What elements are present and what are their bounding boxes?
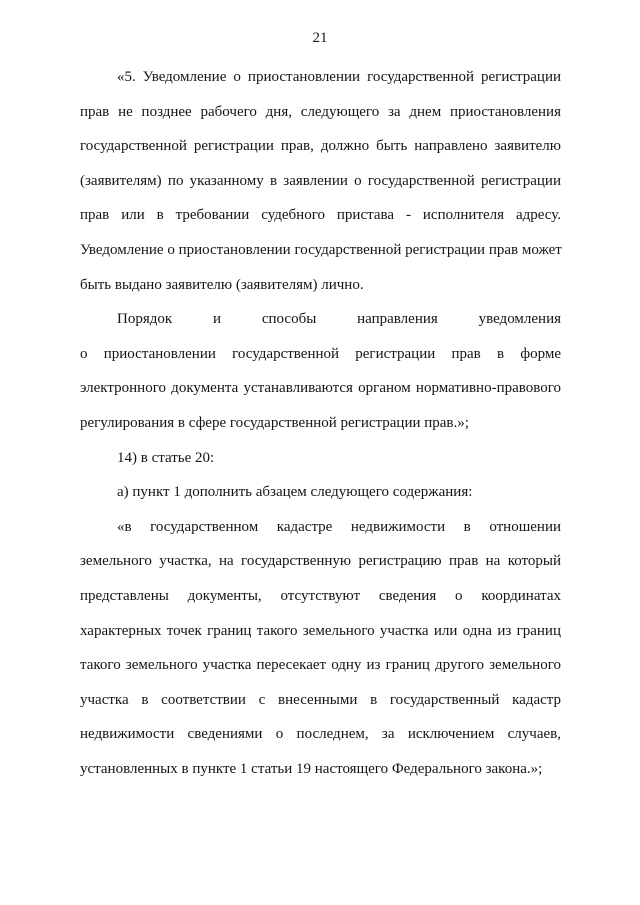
text-line: Уведомление о приостановлении государственной регистрации прав может [80, 241, 562, 258]
text-line: прав не позднее рабочего дня, следующего за днем приостановления [80, 103, 561, 120]
text-line: характерных точек границ такого земельного участка или одна из границ [80, 622, 561, 639]
text-line: электронного документа устанавливаются органом нормативно-правового [80, 380, 561, 397]
text-line: представлены документы, отсутствуют сведения о координатах [80, 587, 561, 604]
paragraph-subitem-a [80, 475, 561, 510]
paragraph-quoted-addition [80, 510, 561, 787]
text-line: земельного участка, на государственную регистрацию прав на который [80, 553, 561, 570]
page-number: 21 [312, 30, 328, 46]
text-line: прав или в требовании судебного пристава - исполнителя адресу. [80, 207, 561, 224]
document-body [80, 60, 561, 786]
text-line: участка в соответствии с внесенными в государственный кадастр [80, 691, 561, 708]
text-line: (заявителям) по указанному в заявлении о государственной регистрации [80, 172, 561, 189]
text-line: такого земельного участка пересекает одну из границ другого земельного [80, 657, 561, 674]
text-line: недвижимости сведениями о последнем, за исключением случаев, [80, 726, 561, 743]
text-line: 14) в статье 20: [117, 449, 215, 466]
text-line: быть выдано заявителю (заявителям) лично. [80, 276, 364, 293]
paragraph-notice-suspension [80, 60, 561, 302]
text-line: «в государственном кадастре недвижимости в отношении [117, 518, 561, 535]
text-line: государственной регистрации прав, должно быть направлено заявителю [80, 138, 561, 155]
text-line: «5. Уведомление о приостановлении государственной регистрации [117, 69, 561, 85]
text-line: о приостановлении государственной регистрации прав в форме [80, 345, 561, 362]
paragraph-procedure [80, 302, 561, 440]
text-line: установленных в пункте 1 статьи 19 настоящего Федерального закона.»; [80, 760, 543, 777]
paragraph-item-14 [80, 441, 561, 476]
text-line: Порядок и способы направления уведомления [117, 311, 561, 328]
text-line: регулирования в сфере государственной регистрации прав.»; [80, 414, 469, 431]
text-line: а) пункт 1 дополнить абзацем следующего содержания: [117, 484, 473, 501]
